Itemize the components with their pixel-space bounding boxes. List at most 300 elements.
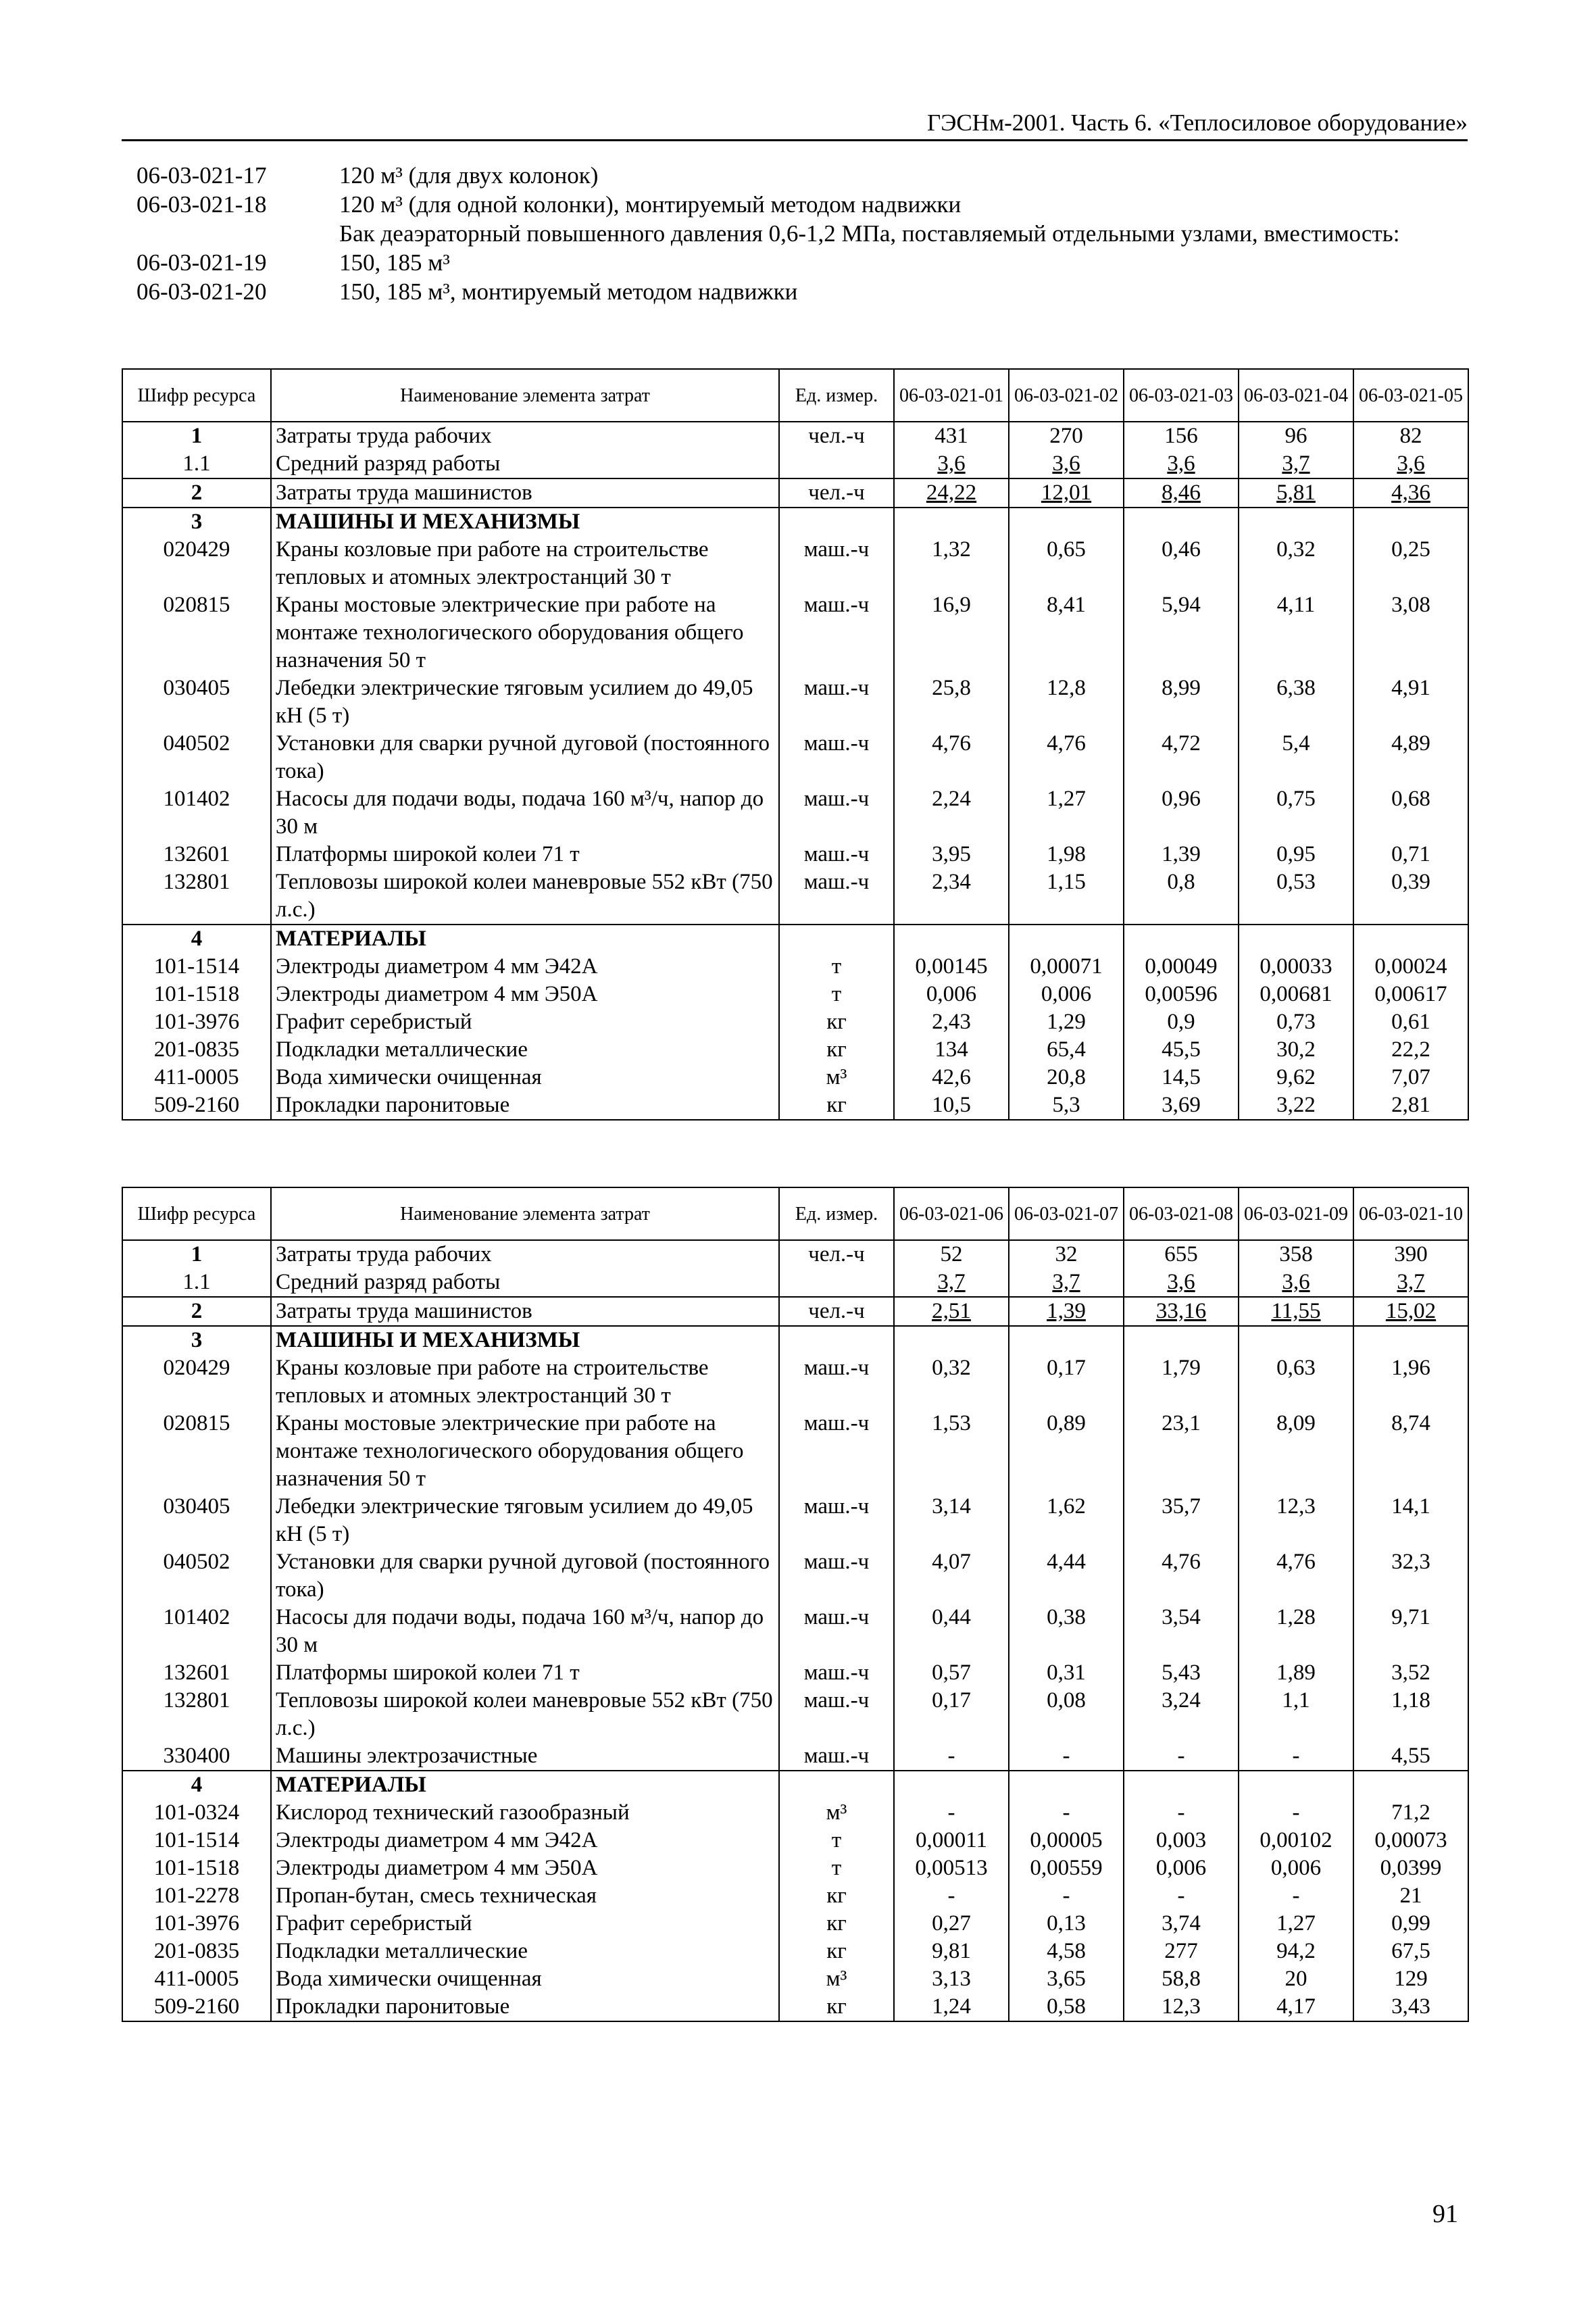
norm-value-cell: 1,79 xyxy=(1124,1354,1239,1410)
norm-value-cell xyxy=(1009,1326,1124,1354)
table-row xyxy=(122,925,1468,953)
norm-value-cell: 3,22 xyxy=(1239,1091,1353,1120)
norm-value-cell: 2,43 xyxy=(894,1008,1009,1036)
norm-value-cell: - xyxy=(1239,1799,1353,1827)
resource-code-cell: 509-2160 xyxy=(122,1993,271,2021)
resource-code-cell: 411-0005 xyxy=(122,1965,271,1993)
norm-value-cell: 0,96 xyxy=(1124,785,1239,841)
resource-code-cell: 101402 xyxy=(122,1604,271,1659)
norm-value-cell: 4,07 xyxy=(894,1548,1009,1604)
col-header-norm: 06-03-021-01 xyxy=(894,369,1009,422)
norm-value-cell: 0,61 xyxy=(1353,1008,1468,1036)
table-row xyxy=(122,536,1468,591)
norm-value-cell: 8,09 xyxy=(1239,1410,1353,1493)
cost-element-cell: Затраты труда рабочих xyxy=(271,1240,779,1269)
norm-value-cell: 4,55 xyxy=(1353,1742,1468,1771)
cost-element-cell: Прокладки паронитовые xyxy=(271,1091,779,1120)
col-header-code: Шифр ресурса xyxy=(122,1187,271,1240)
col-header-norm: 06-03-021-09 xyxy=(1239,1187,1353,1240)
col-header-unit: Ед. измер. xyxy=(779,1187,894,1240)
table-row xyxy=(122,1882,1468,1910)
cost-element-cell: МАТЕРИАЛЫ xyxy=(271,1771,779,1799)
resource-code-cell: 1.1 xyxy=(122,450,271,478)
norm-value-cell xyxy=(1239,1771,1353,1799)
unit-cell: маш.-ч xyxy=(779,1687,894,1742)
resource-table-1 xyxy=(122,368,1469,1121)
table-row xyxy=(122,450,1468,478)
intro-text: 120 м³ (для одной колонки), монтируемый методом надвижки xyxy=(339,191,962,218)
cost-element-cell: Затраты труда рабочих xyxy=(271,422,779,450)
resource-code-cell: 030405 xyxy=(122,1493,271,1548)
norm-value-cell: 0,00102 xyxy=(1239,1827,1353,1854)
norm-value-cell: 10,5 xyxy=(894,1091,1009,1120)
norm-value-cell: 2,34 xyxy=(894,868,1009,925)
norm-value-cell: 0,006 xyxy=(894,981,1009,1008)
norm-value-cell: 1,27 xyxy=(1239,1910,1353,1938)
unit-cell: маш.-ч xyxy=(779,1604,894,1659)
norm-value-cell: 3,74 xyxy=(1124,1910,1239,1938)
norm-value-cell: 12,3 xyxy=(1124,1993,1239,2021)
norm-value-cell: 0,00681 xyxy=(1239,981,1353,1008)
norm-value-cell: 0,25 xyxy=(1353,536,1468,591)
norm-value-cell: 15,02 xyxy=(1353,1297,1468,1326)
page-number: 91 xyxy=(1432,2200,1458,2228)
norm-value-cell: 52 xyxy=(894,1240,1009,1269)
norm-value-cell: 32,3 xyxy=(1353,1548,1468,1604)
table-row xyxy=(122,422,1468,450)
norm-value-cell xyxy=(1009,1771,1124,1799)
norm-value-cell: 9,62 xyxy=(1239,1064,1353,1091)
unit-cell xyxy=(779,925,894,953)
norm-value-cell: - xyxy=(1124,1799,1239,1827)
norm-value-cell: 0,89 xyxy=(1009,1410,1124,1493)
norm-value-cell: 16,9 xyxy=(894,591,1009,674)
resource-code-cell: 020815 xyxy=(122,1410,271,1493)
norm-value-cell: 3,54 xyxy=(1124,1604,1239,1659)
unit-cell: м³ xyxy=(779,1064,894,1091)
unit-cell: т xyxy=(779,1827,894,1854)
norm-value-cell: 58,8 xyxy=(1124,1965,1239,1993)
norm-value-cell: 0,006 xyxy=(1239,1854,1353,1882)
col-header-norm: 06-03-021-03 xyxy=(1124,369,1239,422)
unit-cell xyxy=(779,450,894,478)
norm-value-cell: 82 xyxy=(1353,422,1468,450)
table-row xyxy=(122,1799,1468,1827)
norm-value-cell: 65,4 xyxy=(1009,1036,1124,1064)
unit-cell xyxy=(779,508,894,536)
intro-line xyxy=(136,161,1488,190)
norm-value-cell: 0,95 xyxy=(1239,841,1353,868)
resource-code-cell: 4 xyxy=(122,925,271,953)
norm-value-cell: 3,24 xyxy=(1124,1687,1239,1742)
unit-cell: м³ xyxy=(779,1799,894,1827)
intro-code xyxy=(136,219,339,248)
norm-value-cell xyxy=(1124,508,1239,536)
norm-value-cell: 3,65 xyxy=(1009,1965,1124,1993)
norm-value-cell: 0,31 xyxy=(1009,1659,1124,1687)
norm-value-cell: 2,51 xyxy=(894,1297,1009,1326)
resource-code-cell: 132801 xyxy=(122,1687,271,1742)
unit-cell: чел.-ч xyxy=(779,422,894,450)
cost-element-cell: Установки для сварки ручной дуговой (постоянного тока) xyxy=(271,730,779,785)
norm-value-cell: 8,74 xyxy=(1353,1410,1468,1493)
norm-value-cell: 2,81 xyxy=(1353,1091,1468,1120)
table-row xyxy=(122,1091,1468,1120)
cost-element-cell: МАШИНЫ И МЕХАНИЗМЫ xyxy=(271,508,779,536)
table-row xyxy=(122,1354,1468,1410)
cost-element-cell: МАШИНЫ И МЕХАНИЗМЫ xyxy=(271,1326,779,1354)
cost-element-cell: Вода химически очищенная xyxy=(271,1064,779,1091)
intro-text: 120 м³ (для двух колонок) xyxy=(339,162,599,189)
resource-code-cell: 101-1518 xyxy=(122,1854,271,1882)
cost-element-cell: Подкладки металлические xyxy=(271,1036,779,1064)
norm-value-cell: 3,6 xyxy=(1009,450,1124,478)
cost-element-cell: Электроды диаметром 4 мм Э50А xyxy=(271,981,779,1008)
cost-element-cell: Прокладки паронитовые xyxy=(271,1993,779,2021)
norm-value-cell: - xyxy=(1009,1882,1124,1910)
resource-code-cell: 4 xyxy=(122,1771,271,1799)
unit-cell: кг xyxy=(779,1910,894,1938)
col-header-norm: 06-03-021-08 xyxy=(1124,1187,1239,1240)
col-header-norm: 06-03-021-05 xyxy=(1353,369,1468,422)
norm-value-cell: 14,5 xyxy=(1124,1064,1239,1091)
unit-cell xyxy=(779,1326,894,1354)
unit-cell: чел.-ч xyxy=(779,478,894,508)
cost-element-cell: Подкладки металлические xyxy=(271,1938,779,1965)
norm-value-cell: 71,2 xyxy=(1353,1799,1468,1827)
norm-value-cell: - xyxy=(1009,1799,1124,1827)
norm-value-cell: 0,17 xyxy=(894,1687,1009,1742)
resource-code-cell: 101402 xyxy=(122,785,271,841)
col-header-norm: 06-03-021-06 xyxy=(894,1187,1009,1240)
norm-value-cell xyxy=(894,1326,1009,1354)
norm-value-cell: 0,00559 xyxy=(1009,1854,1124,1882)
norm-value-cell: 1,96 xyxy=(1353,1354,1468,1410)
norm-value-cell: 22,2 xyxy=(1353,1036,1468,1064)
norm-value-cell: 0,65 xyxy=(1009,536,1124,591)
table-row xyxy=(122,1297,1468,1326)
norm-value-cell: 4,76 xyxy=(1239,1548,1353,1604)
norm-value-cell: - xyxy=(1239,1882,1353,1910)
norm-value-cell: 1,29 xyxy=(1009,1008,1124,1036)
table-row xyxy=(122,730,1468,785)
norm-value-cell: 0,00011 xyxy=(894,1827,1009,1854)
norm-value-cell: 0,39 xyxy=(1353,868,1468,925)
norm-value-cell xyxy=(1009,508,1124,536)
norm-value-cell: 1,32 xyxy=(894,536,1009,591)
intro-code: 06-03-021-18 xyxy=(136,191,267,218)
norm-value-cell: 42,6 xyxy=(894,1064,1009,1091)
norm-value-cell xyxy=(1353,508,1468,536)
norm-value-cell: 6,38 xyxy=(1239,674,1353,730)
unit-cell: маш.-ч xyxy=(779,868,894,925)
norm-value-cell: 0,00024 xyxy=(1353,953,1468,981)
cost-element-cell: Средний разряд работы xyxy=(271,1269,779,1297)
norm-value-cell: - xyxy=(1124,1742,1239,1771)
table-row xyxy=(122,1938,1468,1965)
table-row xyxy=(122,1410,1468,1493)
intro-line xyxy=(136,277,1488,306)
norm-value-cell: 8,46 xyxy=(1124,478,1239,508)
table-row xyxy=(122,1910,1468,1938)
table-row xyxy=(122,785,1468,841)
norm-value-cell: 14,1 xyxy=(1353,1493,1468,1548)
unit-cell: маш.-ч xyxy=(779,591,894,674)
resource-code-cell: 1 xyxy=(122,422,271,450)
norm-value-cell: 0,73 xyxy=(1239,1008,1353,1036)
table-row xyxy=(122,1827,1468,1854)
unit-cell: кг xyxy=(779,1938,894,1965)
norm-value-cell xyxy=(1239,508,1353,536)
intro-code: 06-03-021-19 xyxy=(136,249,267,276)
col-header-unit: Ед. измер. xyxy=(779,369,894,422)
intro-text: 150, 185 м³ xyxy=(339,249,450,276)
norm-value-cell: 0,8 xyxy=(1124,868,1239,925)
norm-value-cell: 156 xyxy=(1124,422,1239,450)
cost-element-cell: Пропан-бутан, смесь техническая xyxy=(271,1882,779,1910)
table-row xyxy=(122,953,1468,981)
norm-value-cell: 0,17 xyxy=(1009,1354,1124,1410)
norm-value-cell: 33,16 xyxy=(1124,1297,1239,1326)
norm-value-cell: 4,89 xyxy=(1353,730,1468,785)
norm-value-cell: 20,8 xyxy=(1009,1064,1124,1091)
norm-value-cell: 4,11 xyxy=(1239,591,1353,674)
norm-value-cell: 1,24 xyxy=(894,1993,1009,2021)
col-header-norm: 06-03-021-10 xyxy=(1353,1187,1468,1240)
table-row xyxy=(122,674,1468,730)
norm-value-cell: 24,22 xyxy=(894,478,1009,508)
norm-value-cell xyxy=(1124,925,1239,953)
norm-value-cell: 270 xyxy=(1009,422,1124,450)
resource-code-cell: 509-2160 xyxy=(122,1091,271,1120)
norm-value-cell: 5,81 xyxy=(1239,478,1353,508)
resource-code-cell: 201-0835 xyxy=(122,1036,271,1064)
resource-code-cell: 030405 xyxy=(122,674,271,730)
norm-value-cell: 4,36 xyxy=(1353,478,1468,508)
norm-value-cell: 3,6 xyxy=(1353,450,1468,478)
norm-value-cell: - xyxy=(894,1882,1009,1910)
norm-value-cell: 5,43 xyxy=(1124,1659,1239,1687)
norm-value-cell: - xyxy=(1239,1742,1353,1771)
norm-value-cell: 12,01 xyxy=(1009,478,1124,508)
resource-code-cell: 2 xyxy=(122,1297,271,1326)
norm-value-cell: 3,69 xyxy=(1124,1091,1239,1120)
unit-cell: маш.-ч xyxy=(779,1493,894,1548)
norm-value-cell: 3,43 xyxy=(1353,1993,1468,2021)
intro-text: 150, 185 м³, монтируемый методом надвижки xyxy=(339,278,798,305)
table-row xyxy=(122,1742,1468,1771)
intro-line xyxy=(136,190,1488,219)
norm-value-cell: 1,39 xyxy=(1124,841,1239,868)
table-row xyxy=(122,1269,1468,1297)
col-header-name: Наименование элемента затрат xyxy=(271,1187,779,1240)
resource-code-cell: 020429 xyxy=(122,536,271,591)
norm-value-cell: 5,4 xyxy=(1239,730,1353,785)
cost-element-cell: Затраты труда машинистов xyxy=(271,478,779,508)
norm-value-cell: 0,00596 xyxy=(1124,981,1239,1008)
cost-element-cell: Затраты труда машинистов xyxy=(271,1297,779,1326)
norm-value-cell: 12,3 xyxy=(1239,1493,1353,1548)
norm-value-cell: 431 xyxy=(894,422,1009,450)
norm-value-cell: 0,32 xyxy=(894,1354,1009,1410)
cost-element-cell: МАТЕРИАЛЫ xyxy=(271,925,779,953)
norm-value-cell: 3,08 xyxy=(1353,591,1468,674)
cost-element-cell: Краны мостовые электрические при работе на монтаже технологического оборудования общего назначения 50 т xyxy=(271,591,779,674)
norm-value-cell: 0,0399 xyxy=(1353,1854,1468,1882)
norm-value-cell: 4,91 xyxy=(1353,674,1468,730)
cost-element-cell: Лебедки электрические тяговым усилием до 49,05 кН (5 т) xyxy=(271,1493,779,1548)
table-row xyxy=(122,868,1468,925)
norm-value-cell: 12,8 xyxy=(1009,674,1124,730)
norm-value-cell: 11,55 xyxy=(1239,1297,1353,1326)
unit-cell: маш.-ч xyxy=(779,674,894,730)
table-row xyxy=(122,1965,1468,1993)
norm-value-cell: 0,53 xyxy=(1239,868,1353,925)
table-row xyxy=(122,1548,1468,1604)
norm-value-cell: 0,00073 xyxy=(1353,1827,1468,1854)
resource-code-cell: 020429 xyxy=(122,1354,271,1410)
norm-value-cell: - xyxy=(894,1799,1009,1827)
norm-value-cell: 67,5 xyxy=(1353,1938,1468,1965)
intro-code: 06-03-021-20 xyxy=(136,278,267,305)
resource-code-cell: 101-3976 xyxy=(122,1008,271,1036)
norm-value-cell: 358 xyxy=(1239,1240,1353,1269)
cost-element-cell: Электроды диаметром 4 мм Э50А xyxy=(271,1854,779,1882)
norm-value-cell: 9,81 xyxy=(894,1938,1009,1965)
resource-code-cell: 132601 xyxy=(122,1659,271,1687)
table-row xyxy=(122,1036,1468,1064)
table-row xyxy=(122,1659,1468,1687)
norm-value-cell: 94,2 xyxy=(1239,1938,1353,1965)
norm-value-cell: 3,6 xyxy=(894,450,1009,478)
unit-cell: маш.-ч xyxy=(779,1659,894,1687)
norm-value-cell: 3,7 xyxy=(1353,1269,1468,1297)
resource-code-cell: 330400 xyxy=(122,1742,271,1771)
norm-value-cell xyxy=(894,508,1009,536)
resource-code-cell: 040502 xyxy=(122,1548,271,1604)
norm-value-cell xyxy=(1353,1326,1468,1354)
norm-value-cell: 8,41 xyxy=(1009,591,1124,674)
norm-value-cell: 0,57 xyxy=(894,1659,1009,1687)
norm-value-cell: 1,53 xyxy=(894,1410,1009,1493)
norm-value-cell: 1,89 xyxy=(1239,1659,1353,1687)
table-row xyxy=(122,1771,1468,1799)
norm-value-cell: 0,00071 xyxy=(1009,953,1124,981)
unit-cell xyxy=(779,1771,894,1799)
cost-element-cell: Средний разряд работы xyxy=(271,450,779,478)
norm-value-cell: 45,5 xyxy=(1124,1036,1239,1064)
unit-cell: маш.-ч xyxy=(779,1354,894,1410)
norm-value-cell xyxy=(1353,925,1468,953)
norm-value-cell: 96 xyxy=(1239,422,1353,450)
norm-value-cell: 3,6 xyxy=(1124,450,1239,478)
resource-code-cell: 411-0005 xyxy=(122,1064,271,1091)
table-row xyxy=(122,1240,1468,1269)
intro-line xyxy=(136,248,1488,277)
norm-value-cell: 655 xyxy=(1124,1240,1239,1269)
resource-code-cell: 040502 xyxy=(122,730,271,785)
cost-element-cell: Краны козловые при работе на строительстве тепловых и атомных электростанций 30 т xyxy=(271,1354,779,1410)
table-row xyxy=(122,1854,1468,1882)
resource-code-cell: 101-1518 xyxy=(122,981,271,1008)
resource-code-cell: 101-1514 xyxy=(122,1827,271,1854)
norm-value-cell xyxy=(1239,925,1353,953)
norm-value-cell: 4,76 xyxy=(1009,730,1124,785)
norm-value-cell: - xyxy=(1009,1742,1124,1771)
norm-value-cell: 8,99 xyxy=(1124,674,1239,730)
norm-value-cell: 4,76 xyxy=(894,730,1009,785)
intro-list xyxy=(136,161,1488,306)
resource-code-cell: 101-1514 xyxy=(122,953,271,981)
cost-element-cell: Насосы для подачи воды, подача 160 м³/ч, напор до 30 м xyxy=(271,785,779,841)
table-row xyxy=(122,591,1468,674)
norm-value-cell: 0,00005 xyxy=(1009,1827,1124,1854)
cost-element-cell: Платформы широкой колеи 71 т xyxy=(271,841,779,868)
norm-value-cell: 0,99 xyxy=(1353,1910,1468,1938)
norm-value-cell: 0,38 xyxy=(1009,1604,1124,1659)
norm-value-cell xyxy=(1353,1771,1468,1799)
norm-value-cell: 0,00145 xyxy=(894,953,1009,981)
unit-cell: маш.-ч xyxy=(779,536,894,591)
norm-value-cell: 23,1 xyxy=(1124,1410,1239,1493)
norm-value-cell: 0,00513 xyxy=(894,1854,1009,1882)
table-row xyxy=(122,981,1468,1008)
running-header: ГЭСНм-2001. Часть 6. «Теплосиловое оборудование» xyxy=(122,109,1468,141)
resource-code-cell: 3 xyxy=(122,1326,271,1354)
unit-cell: т xyxy=(779,981,894,1008)
norm-value-cell: 1,18 xyxy=(1353,1687,1468,1742)
table-row xyxy=(122,1326,1468,1354)
norm-value-cell: 0,006 xyxy=(1124,1854,1239,1882)
table-row xyxy=(122,1064,1468,1091)
col-header-code: Шифр ресурса xyxy=(122,369,271,422)
norm-value-cell xyxy=(1124,1326,1239,1354)
resource-code-cell: 2 xyxy=(122,478,271,508)
norm-value-cell: 0,68 xyxy=(1353,785,1468,841)
norm-value-cell: 1,28 xyxy=(1239,1604,1353,1659)
intro-text: Бак деаэраторный повышенного давления 0,6-1,2 МПа, поставляемый отдельными узлами, вместимость: xyxy=(339,220,1400,247)
norm-value-cell: 1,27 xyxy=(1009,785,1124,841)
col-header-norm: 06-03-021-04 xyxy=(1239,369,1353,422)
norm-value-cell: 0,27 xyxy=(894,1910,1009,1938)
cost-element-cell: Лебедки электрические тяговым усилием до 49,05 кН (5 т) xyxy=(271,674,779,730)
norm-value-cell: 1,1 xyxy=(1239,1687,1353,1742)
cost-element-cell: Электроды диаметром 4 мм Э42А xyxy=(271,953,779,981)
unit-cell: кг xyxy=(779,1091,894,1120)
norm-value-cell: 30,2 xyxy=(1239,1036,1353,1064)
norm-value-cell xyxy=(1124,1771,1239,1799)
norm-value-cell: 4,72 xyxy=(1124,730,1239,785)
norm-value-cell: 3,6 xyxy=(1239,1269,1353,1297)
resource-code-cell: 1.1 xyxy=(122,1269,271,1297)
norm-value-cell: 0,003 xyxy=(1124,1827,1239,1854)
unit-cell: чел.-ч xyxy=(779,1297,894,1326)
resource-code-cell: 201-0835 xyxy=(122,1938,271,1965)
norm-value-cell: 3,6 xyxy=(1124,1269,1239,1297)
norm-value-cell: 0,08 xyxy=(1009,1687,1124,1742)
norm-value-cell: 277 xyxy=(1124,1938,1239,1965)
unit-cell: кг xyxy=(779,1993,894,2021)
norm-value-cell: 0,006 xyxy=(1009,981,1124,1008)
resource-code-cell: 020815 xyxy=(122,591,271,674)
cost-element-cell: Электроды диаметром 4 мм Э42А xyxy=(271,1827,779,1854)
norm-value-cell xyxy=(1239,1326,1353,1354)
intro-line xyxy=(136,219,1488,248)
norm-value-cell: 1,98 xyxy=(1009,841,1124,868)
norm-value-cell: 3,52 xyxy=(1353,1659,1468,1687)
norm-value-cell: 2,24 xyxy=(894,785,1009,841)
unit-cell: маш.-ч xyxy=(779,730,894,785)
